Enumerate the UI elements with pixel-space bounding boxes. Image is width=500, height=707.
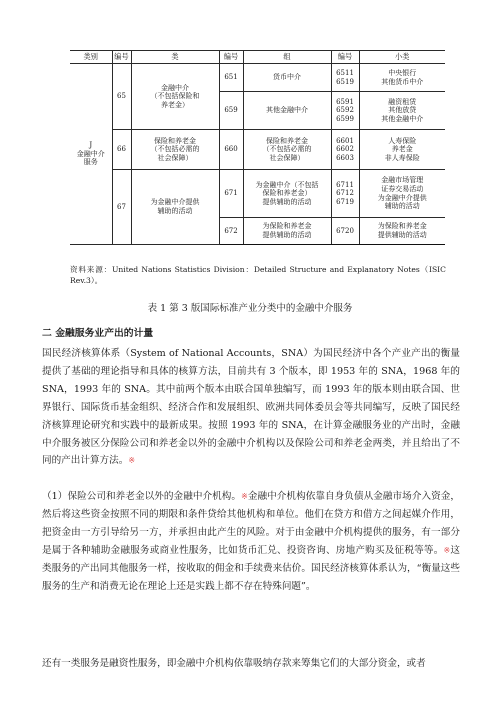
subclass-cell: 人寿保险 养老金 非人寿保险 [359, 130, 445, 170]
subclass-codes: 6711 6712 6719 [331, 170, 359, 218]
group-code: 672 [219, 218, 243, 245]
group-cell: 保险和养老金 （不包括必需的 社会保障） [243, 130, 331, 170]
class-cell: 金融中介 （不包括保险和 养老金） [131, 64, 219, 130]
subclass-codes: 6601 6602 6603 [331, 130, 359, 170]
division-code: 67 [112, 170, 131, 245]
class-cell: 为金融中介提供 辅助的活动 [131, 170, 219, 245]
table-row [70, 130, 445, 170]
subclass-cell: 中央银行 其他货币中介 [359, 64, 445, 92]
note-marker: ※ [443, 545, 451, 555]
table-row [70, 170, 445, 218]
group-cell: 为保险和养老金 提供辅助的活动 [243, 218, 331, 245]
table-source-note: 资料来源：United Nations Statistics Division：Detailed Structure and Explanatory Notes（ISIC Rev.3）。 [70, 265, 446, 285]
header-group: 组 [243, 51, 331, 64]
header-code-3: 编号 [331, 51, 359, 64]
paragraph-tail: 这类服务的产出同其他服务一样，按收取的佣金和手续费来估价。国民经济核算体系认为，“衡量这些服务的生产和消费无论在理论上还是实践上都不存在特殊问题”。 [42, 544, 461, 592]
paragraph-sna-text: 国民经济核算体系（System of National Accounts，SNA）为国民经济中各个产业产出的衡量提供了基础的理论指导和具体的核算方法，目前共有 3 个版本，即 1953 年的 SNA，1968 年的 SNA，1993 年的 SNA。其中前两个版本由联合国单独编写，而 1993 年的版本则由联合国、世界银行、国际货币基金组织、经济合作和发展组织、欧洲共同体委员会等共同编写，反映了国民经济核算理论研究和实践中的最新成果。按照 1993 年的 SNA，在计算金融服务业的产出时，金融中介服务被区分保险公司和养老金以外的金融中介机构以及保险公司和养老金两类，并且给出了不同的产出计算方法。 [42, 348, 460, 467]
group-code: 660 [219, 130, 243, 170]
table-header-row [70, 51, 445, 64]
paragraph-financing-services: 还有一类服务是融资性服务，即金融中介机构依靠吸纳存款来筹集它们的大部分资金，或者 [42, 658, 426, 669]
subclass-codes: 6591 6592 6599 [331, 92, 359, 130]
classification-table [70, 50, 445, 245]
header-class: 类 [131, 51, 219, 64]
subclass-codes: 6511 6519 [331, 64, 359, 92]
paragraph-sna [42, 345, 460, 470]
table-caption: 表 1 第 3 版国际标准产业分类中的金融中介服务 [147, 303, 353, 314]
subclass-cell: 融资租赁 其他放贷 其他金融中介 [359, 92, 445, 130]
group-cell: 为金融中介（不包括 保险和养老金） 提供辅助的活动 [243, 170, 331, 218]
group-code: 671 [219, 170, 243, 218]
note-marker: ※ [241, 492, 248, 501]
paragraph-body: 金融中介机构依靠自身负债从金融市场介入资金，然后将这些资金按照不同的期限和条件贷给其他机构和单位。他们在贷方和借方之间起媒介作用，把资金由一方引导给另一方，并承担由此产生的风险。对于由金融中介机构提供的服务，有一部分是属于各种辅助金融服务或商业性服务，比如货币汇兑、投资咨询、房地产购买及征税等等。 [42, 491, 461, 556]
paragraph-financial-intermediaries [42, 488, 460, 595]
group-code: 651 [219, 64, 243, 92]
header-subclass: 小类 [359, 51, 445, 64]
group-cell: 其他金融中介 [243, 92, 331, 130]
header-code-2: 编号 [219, 51, 243, 64]
section-cell: J 金融中介 服务 [70, 64, 112, 245]
section-heading: 二 金融服务业产出的计量 [42, 328, 154, 339]
subclass-cell: 金融市场管理 证券交易活动 为金融中介提供 辅助的活动 [359, 170, 445, 218]
class-cell: 保险和养老金 （不包括必需的 社会保障） [131, 130, 219, 170]
subclass-cell: 为保险和养老金 提供辅助的活动 [359, 218, 445, 245]
table-row [70, 64, 445, 92]
header-code-1: 编号 [112, 51, 131, 64]
division-code: 66 [112, 130, 131, 170]
header-category: 类别 [70, 51, 112, 64]
note-marker: ※ [128, 456, 136, 466]
paragraph-lead: （1）保险公司和养老金以外的金融中介机构。 [42, 491, 242, 502]
division-code: 65 [112, 64, 131, 130]
subclass-codes: 6720 [331, 218, 359, 245]
group-code: 659 [219, 92, 243, 130]
group-cell: 货币中介 [243, 64, 331, 92]
